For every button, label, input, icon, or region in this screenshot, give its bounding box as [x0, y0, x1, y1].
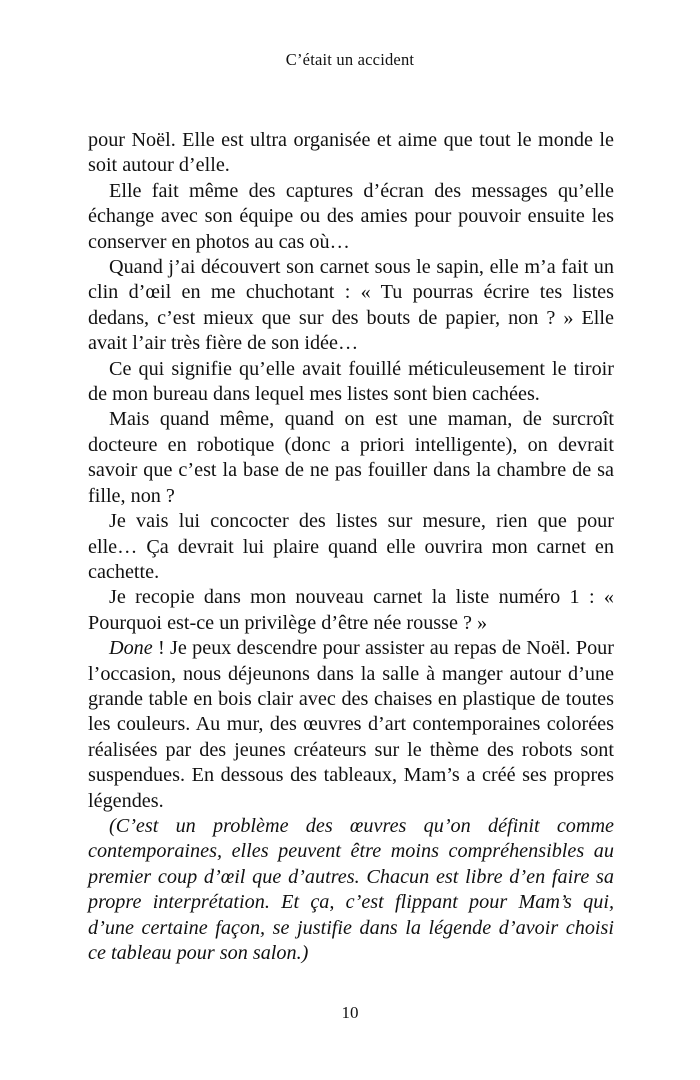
- paragraph-5: Mais quand même, quand on est une maman, de surcroît docteure en robotique (donc a priori intelligente), on devrait savoir que c’est la base de ne pas fouiller dans la chambre de sa fille, non ?: [88, 408, 614, 507]
- body-text: [88, 128, 614, 966]
- page-number: 10: [341, 1003, 359, 1022]
- italic-word-done: Done: [109, 637, 153, 660]
- paragraph-2: Elle fait même des captures d’écran des messages qu’elle échange avec son équipe ou des amies pour pouvoir ensuite les conserver en photos au cas où…: [88, 179, 614, 253]
- paragraph-8-text: ! Je peux descendre pour assister au repas de Noël. Pour l’occasion, nous déjeunons dans la salle à manger autour d’une grande table en bois clair avec des chaises en plastique de toutes les couleurs. Au mur, des œuvres d’art contemporaines colorées réalisées par des jeunes créateurs sur le thème des robots sont suspendues. En dessous des tableaux, Mam’s a créé ses propres légendes.: [88, 637, 614, 812]
- paragraph-6: Je vais lui concocter des listes sur mesure, rien que pour elle… Ça devrait lui plaire quand elle ouvrira mon carnet en cachette.: [88, 510, 614, 583]
- paragraph-7: Je recopie dans mon nouveau carnet la liste numéro 1 : « Pourquoi est-ce un privilège d’être née rousse ? »: [88, 586, 614, 634]
- paragraph-4: Ce qui signifie qu’elle avait fouillé méticuleusement le tiroir de mon bureau dans lequel mes listes sont bien cachées.: [88, 357, 614, 406]
- paragraph-9-italic-aside: (C’est un problème des œuvres qu’on définit comme contemporaines, elles peuvent être moins compréhensibles au premier coup d’œil que d’autres. Chacun est libre d’en faire sa propre interprétation. Et ça, c’est flippant pour Mam’s qui, d’une certaine façon, se justifie dans la légende d’avoir choisi ce tableau pour son salon.): [88, 814, 614, 964]
- paragraph-1: pour Noël. Elle est ultra organisée et aime que tout le monde le soit autour d’elle.: [88, 129, 614, 177]
- paragraph-3: Quand j’ai découvert son carnet sous le sapin, elle m’a fait un clin d’œil en me chuchotant : « Tu pourras écrire tes listes dedans, c’est mieux que sur des bouts de papier, non ? » Elle avait l’air très fière de son idée…: [88, 256, 614, 355]
- paragraph-8: [88, 636, 614, 814]
- running-head-title: C’était un accident: [285, 50, 415, 69]
